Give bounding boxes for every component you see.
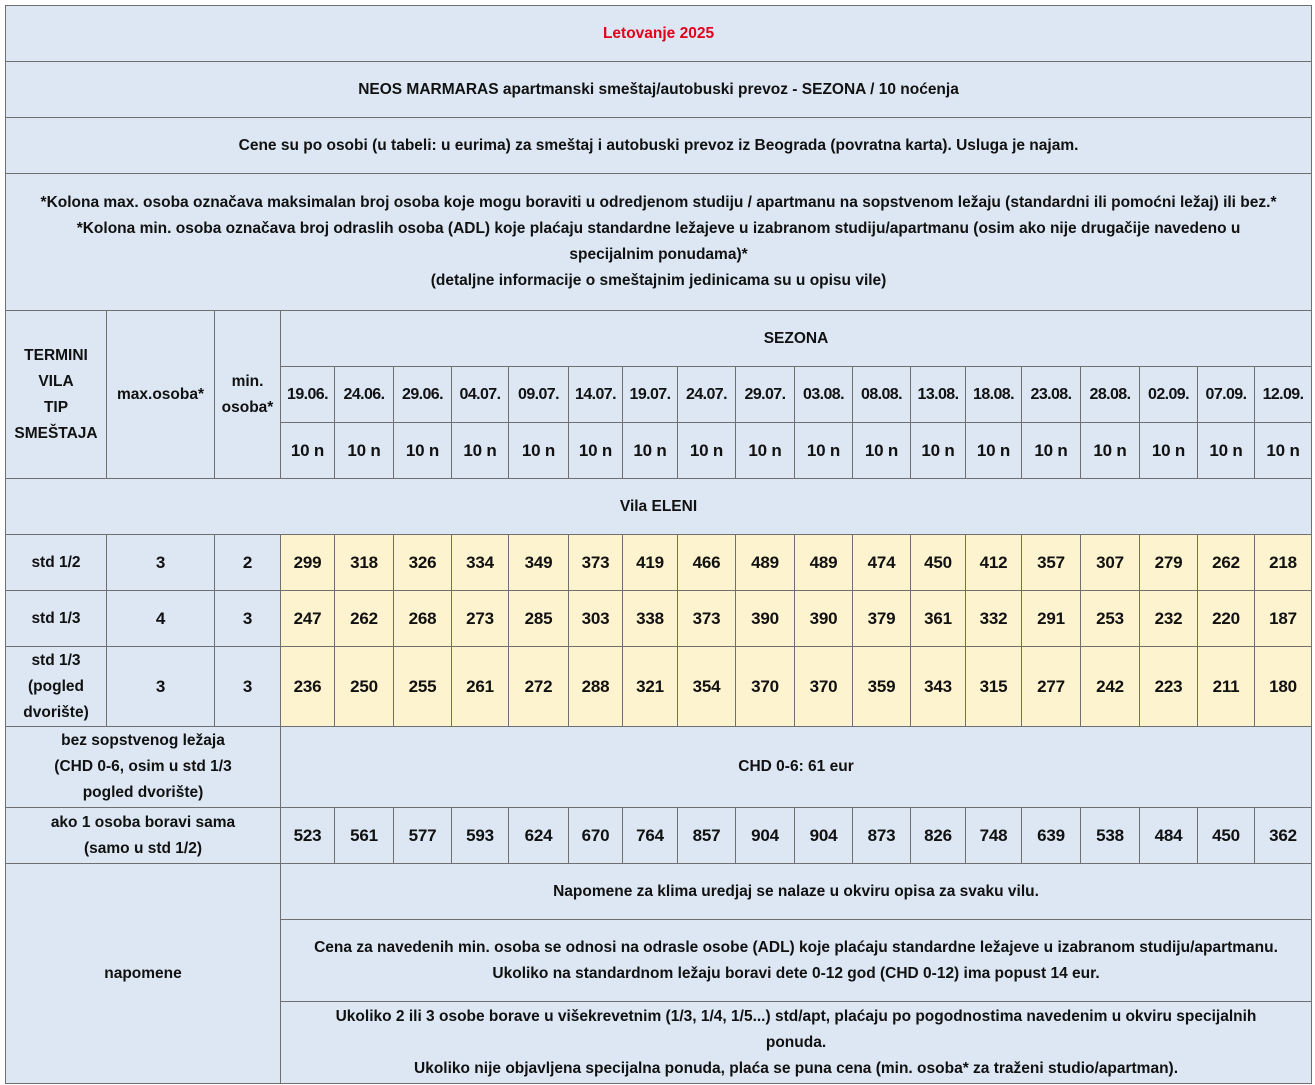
no-bed-value: CHD 0-6: 61 eur	[281, 727, 1312, 808]
table-body	[6, 6, 1312, 1084]
nights-header: 10 n	[509, 423, 569, 479]
single-price-cell: 362	[1255, 808, 1312, 864]
min-persons: 3	[215, 647, 281, 727]
header-min-line: osoba*	[221, 398, 274, 416]
room-type-line: (pogled	[28, 677, 84, 695]
header-termini-line: VILA	[38, 372, 74, 390]
single-price-cell: 904	[795, 808, 853, 864]
no-bed-label-line: pogled dvorište)	[82, 784, 204, 801]
max-persons: 3	[107, 647, 215, 727]
note-line: Cena za navedenih min. osoba se odnosi na odrasle osobe (ADL) koje plaćaju standardne ležajeve u izabranom studiju/apartmanu.	[314, 938, 1278, 956]
single-price-cell: 538	[1081, 808, 1140, 864]
single-price-cell: 450	[1198, 808, 1255, 864]
price-cell: 220	[1198, 591, 1255, 647]
offer-subtitle: NEOS MARMARAS apartmanski smeštaj/autobuski prevoz - SEZONA / 10 noćenja	[6, 62, 1312, 118]
nights-header: 10 n	[966, 423, 1022, 479]
min-persons: 3	[215, 591, 281, 647]
header-termini-line: TIP	[43, 398, 69, 416]
price-cell: 412	[966, 535, 1022, 591]
single-price-cell: 639	[1022, 808, 1081, 864]
date-header: 24.07.	[678, 367, 736, 423]
nights-header: 10 n	[452, 423, 509, 479]
top-notes	[6, 174, 1312, 311]
note-line: Ukoliko na standardnom ležaju boravi dete 0-12 god (CHD 0-12) ima popust 14 eur.	[492, 964, 1100, 982]
price-cell: 299	[281, 535, 335, 591]
nights-header: 10 n	[623, 423, 678, 479]
note-line: Ukoliko nije objavljena specijalna ponuda, plaća se puna cena (min. osoba* za traženi studio/apartman).	[414, 1059, 1179, 1077]
header-max-osoba: max.osoba*	[107, 311, 215, 479]
note-cell	[281, 920, 1312, 1002]
price-cell: 303	[569, 591, 623, 647]
single-person-label	[6, 808, 281, 864]
room-type-line: std 1/3	[31, 651, 81, 669]
top-note: *Kolona min. osoba označava broj odraslih osoba (ADL) koje plaćaju standardne ležajeve u izabranom studiju/apartmanu (osim ako nije drugačije navedeno u specijalnim ponudama)*	[76, 220, 1241, 263]
date-header: 29.07.	[736, 367, 795, 423]
price-cell: 279	[1140, 535, 1198, 591]
single-price-cell: 577	[394, 808, 452, 864]
price-cell: 318	[335, 535, 394, 591]
date-header: 18.08.	[966, 367, 1022, 423]
single-price-cell: 561	[335, 808, 394, 864]
notes-label: napomene	[6, 864, 281, 1084]
min-persons: 2	[215, 535, 281, 591]
price-cell: 223	[1140, 647, 1198, 727]
price-cell: 326	[394, 535, 452, 591]
top-note: *Kolona max. osoba označava maksimalan broj osoba koje mogu boraviti u odredjenom studiju / apartmanu na sopstvenom ležaju (standardni ili pomoćni ležaj) ili bez.*	[40, 194, 1277, 211]
nights-header: 10 n	[911, 423, 966, 479]
date-header: 29.06.	[394, 367, 452, 423]
nights-header: 10 n	[678, 423, 736, 479]
note-cell	[281, 864, 1312, 920]
price-cell: 321	[623, 647, 678, 727]
price-cell: 272	[509, 647, 569, 727]
nights-header: 10 n	[853, 423, 911, 479]
price-cell: 291	[1022, 591, 1081, 647]
single-price-cell: 593	[452, 808, 509, 864]
price-cell: 370	[795, 647, 853, 727]
price-cell: 218	[1255, 535, 1312, 591]
date-header: 13.08.	[911, 367, 966, 423]
price-cell: 489	[736, 535, 795, 591]
price-cell: 250	[335, 647, 394, 727]
date-header: 23.08.	[1022, 367, 1081, 423]
date-header: 14.07.	[569, 367, 623, 423]
single-price-cell: 826	[911, 808, 966, 864]
nights-header: 10 n	[795, 423, 853, 479]
date-header: 19.06.	[281, 367, 335, 423]
price-cell: 419	[623, 535, 678, 591]
single-price-cell: 764	[623, 808, 678, 864]
room-type	[6, 591, 107, 647]
price-cell: 349	[509, 535, 569, 591]
table-row	[6, 535, 1312, 591]
price-cell: 253	[1081, 591, 1140, 647]
date-header: 03.08.	[795, 367, 853, 423]
max-persons: 4	[107, 591, 215, 647]
price-cell: 343	[911, 647, 966, 727]
nights-header: 10 n	[1140, 423, 1198, 479]
header-termini-line: TERMINI	[24, 346, 88, 364]
header-termini	[6, 311, 107, 479]
nights-header: 10 n	[335, 423, 394, 479]
note-line: Napomene za klima uredjaj se nalaze u okviru opisa za svaku vilu.	[553, 882, 1039, 900]
note-cell	[281, 1002, 1312, 1084]
date-header: 02.09.	[1140, 367, 1198, 423]
table-row	[6, 591, 1312, 647]
nights-header: 10 n	[394, 423, 452, 479]
price-cell: 268	[394, 591, 452, 647]
notes-row	[6, 864, 1312, 920]
date-header: 09.07.	[509, 367, 569, 423]
price-cell: 180	[1255, 647, 1312, 727]
price-cell: 332	[966, 591, 1022, 647]
price-cell: 450	[911, 535, 966, 591]
max-persons: 3	[107, 535, 215, 591]
nights-header: 10 n	[569, 423, 623, 479]
date-header: 08.08.	[853, 367, 911, 423]
price-cell: 379	[853, 591, 911, 647]
header-termini-line: SMEŠTAJA	[14, 424, 98, 442]
price-table	[5, 5, 1312, 1084]
price-cell: 373	[569, 535, 623, 591]
nights-header: 10 n	[1198, 423, 1255, 479]
room-type-line: dvorište)	[23, 703, 89, 721]
room-type-line: std 1/3	[31, 609, 81, 627]
price-cell: 242	[1081, 647, 1140, 727]
price-cell: 357	[1022, 535, 1081, 591]
date-header: 07.09.	[1198, 367, 1255, 423]
date-header: 19.07.	[623, 367, 678, 423]
price-cell: 334	[452, 535, 509, 591]
price-cell: 261	[452, 647, 509, 727]
price-cell: 288	[569, 647, 623, 727]
nights-header: 10 n	[1081, 423, 1140, 479]
date-header: 28.08.	[1081, 367, 1140, 423]
price-cell: 474	[853, 535, 911, 591]
price-cell: 273	[452, 591, 509, 647]
price-cell: 247	[281, 591, 335, 647]
price-cell: 262	[1198, 535, 1255, 591]
price-cell: 236	[281, 647, 335, 727]
single-price-cell: 748	[966, 808, 1022, 864]
price-cell: 390	[795, 591, 853, 647]
no-bed-row	[6, 727, 1312, 808]
villa-name: Vila ELENI	[6, 479, 1312, 535]
header-min-line: min.	[231, 372, 264, 390]
nights-header: 10 n	[281, 423, 335, 479]
header-min-osoba	[215, 311, 281, 479]
single-price-cell: 904	[736, 808, 795, 864]
note-line: Ukoliko 2 ili 3 osobe borave u višekrevetnim (1/3, 1/4, 1/5...) std/apt, plaćaju po pogodnostima navedenim u okviru specijalnih ponuda.	[335, 1007, 1257, 1051]
single-person-label-line: (samo u std 1/2)	[84, 839, 202, 857]
room-type	[6, 535, 107, 591]
single-person-row	[6, 808, 1312, 864]
single-price-cell: 523	[281, 808, 335, 864]
nights-header: 10 n	[1255, 423, 1312, 479]
price-cell: 390	[736, 591, 795, 647]
price-cell: 359	[853, 647, 911, 727]
price-cell: 466	[678, 535, 736, 591]
price-cell: 285	[509, 591, 569, 647]
price-cell: 315	[966, 647, 1022, 727]
price-cell: 187	[1255, 591, 1312, 647]
price-cell: 307	[1081, 535, 1140, 591]
no-bed-label	[6, 727, 281, 808]
single-person-label-line: ako 1 osoba boravi sama	[50, 813, 236, 831]
date-header: 24.06.	[335, 367, 394, 423]
single-price-cell: 484	[1140, 808, 1198, 864]
price-cell: 361	[911, 591, 966, 647]
no-bed-label-line: bez sopstvenog ležaja	[61, 732, 225, 749]
table-row	[6, 647, 1312, 727]
price-info: Cene su po osobi (u tabeli: u eurima) za smeštaj i autobuski prevoz iz Beograda (povratna karta). Usluga je najam.	[6, 118, 1312, 174]
price-cell: 489	[795, 535, 853, 591]
nights-header: 10 n	[736, 423, 795, 479]
page-title: Letovanje 2025	[6, 6, 1312, 62]
top-note: (detaljne informacije o smeštajnim jedinicama su u opisu vile)	[430, 272, 887, 289]
price-cell: 232	[1140, 591, 1198, 647]
price-cell: 373	[678, 591, 736, 647]
no-bed-label-line: (CHD 0-6, osim u std 1/3	[54, 758, 232, 775]
single-price-cell: 624	[509, 808, 569, 864]
price-cell: 370	[736, 647, 795, 727]
single-price-cell: 873	[853, 808, 911, 864]
price-cell: 277	[1022, 647, 1081, 727]
price-cell: 255	[394, 647, 452, 727]
single-price-cell: 857	[678, 808, 736, 864]
season-header: SEZONA	[281, 311, 1312, 367]
price-cell: 354	[678, 647, 736, 727]
date-header: 12.09.	[1255, 367, 1312, 423]
nights-header: 10 n	[1022, 423, 1081, 479]
price-cell: 262	[335, 591, 394, 647]
price-cell: 338	[623, 591, 678, 647]
date-header: 04.07.	[452, 367, 509, 423]
single-price-cell: 670	[569, 808, 623, 864]
price-cell: 211	[1198, 647, 1255, 727]
room-type-line: std 1/2	[31, 553, 81, 571]
room-type	[6, 647, 107, 727]
